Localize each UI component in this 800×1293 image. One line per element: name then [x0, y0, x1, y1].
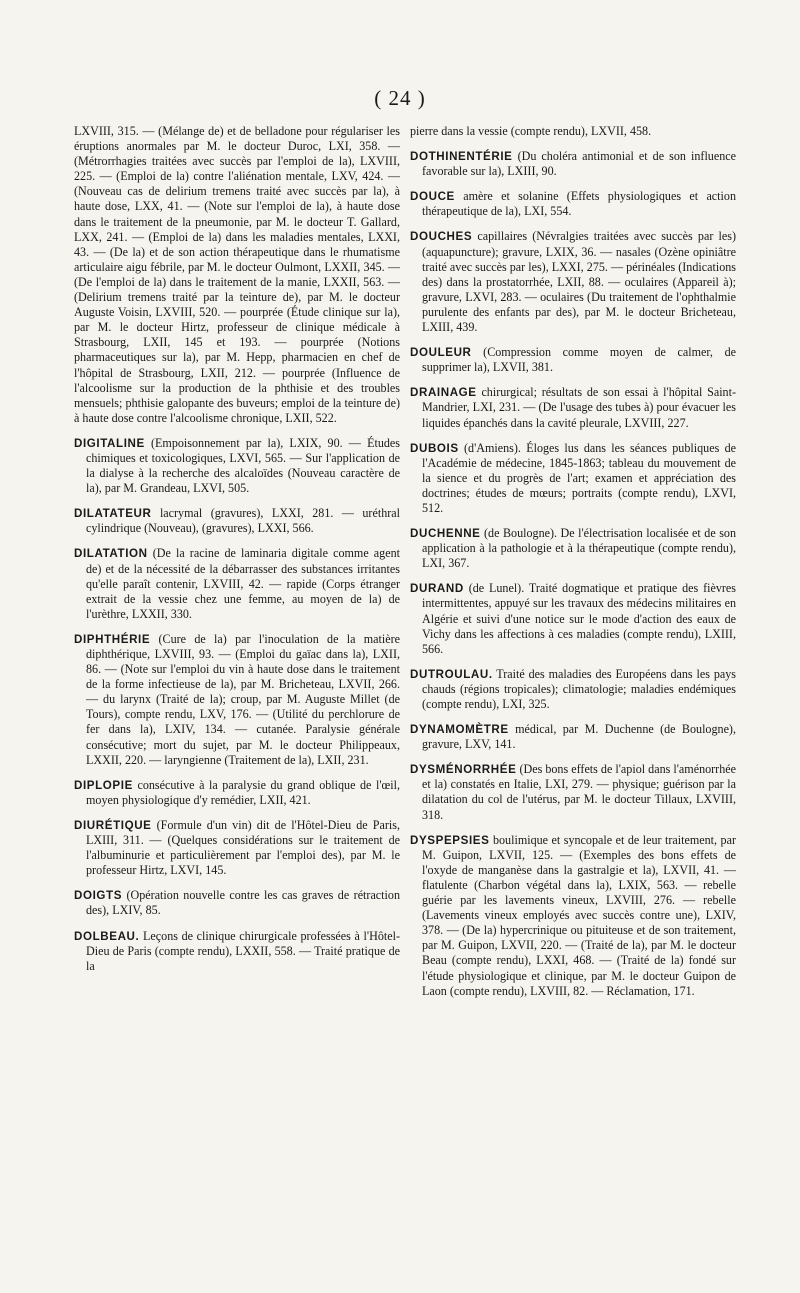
entry-text: boulimique et syncopale et de leur traitement, par M. Guipon, LXVII, 125. — (Exemples des bons effets de l'oxyde de manganèse dans la gastralgie et la), LXVII, 41. — flatulente (Charbon végétal dans la), LXIX, 563. — rebelle guérie par les lavements vineux, LXVIII, 276. — rebelle (Lavements vineux employés avec succès contre une), LXIV, 378. — (De la) hypercrinique ou pituiteuse et de son traitement, par M. Guipon, LXVII, 220. — (Traité de la), par M. le docteur Beau (compte rendu), LXXI, 468. — (Traité de la) fondé sur l'étude physiologique et clinique, par M. le docteur Guipon de Laon (compte rendu), LXVIII, 82. — Réclamation, 171.: [422, 832, 736, 998]
index-entry: [410, 385, 736, 430]
index-entry: [410, 189, 736, 219]
index-entry: [410, 581, 736, 656]
entry-text: Leçons de clinique chirurgicale professées à l'Hôtel-Dieu de Paris (compte rendu), LXXII, 558. — Traité pratique de la: [86, 928, 400, 973]
entry-text: capillaires (Névralgies traitées avec succès par les) (aquapuncture); gravure, LXIX, 36. — nasales (Ozène opiniâtre traité avec succès par les), LXXI, 275. — périnéales (Indications des) dans la prostatorrhée, LXII, 88. — oculaires (Appareil à); gravure, LXVI, 283. — oculaires (Du traitement de l'ophthalmie purulente des enfants par des), par M. le docteur Bricheteau, LXIII, 439.: [422, 229, 736, 335]
index-entry: [410, 149, 736, 179]
index-entry: [74, 124, 400, 426]
entry-text: (Compression comme moyen de calmer, de supprimer la), LXVII, 381.: [422, 345, 736, 375]
entry-text: (Formule d'un vin) dit de l'Hôtel-Dieu de Paris, LXIII, 311. — (Quelques considérations sur le traitement de l'albuminurie et particulièrement par l'emploi des), par M. le professeur Hirtz, LXVI, 145.: [86, 817, 400, 878]
entry-text: LXVIII, 315. — (Mélange de) et de belladone pour régulariser les éruptions anormales par M. le docteur Duroc, LXI, 358. — (Métrorrhagies traitées avec succès par l'emploi de la), LXVIII, 225. — (Emploi de la) contre l'aliénation mentale, LXV, 424. — (Nouveau cas de delirium tremens traité avec succès par la), à haute dose, LXX, 41. — (Note sur l'emploi de la), à haute dose dans le traitement de la pneumonie, par M. le docteur T. Gallard, LXX, 241. — (Emploi de la) dans les maladies mentales, LXXI, 43. — (De la) et de son action thérapeutique dans le rhumatisme articulaire aigu fébrile, par M. le docteur Oulmont, LXXII, 345. — (De l'emploi de la) dans le traitement de la manie, LXXII, 563. — (Delirium tremens traité par la teinture de), par M. le docteur Auguste Voisin, LXVIII, 520. — pourprée (Étude clinique sur la), par M. le docteur Hirtz, professeur de clinique médicale à Strasbourg, LXII, 145 et 193. — pourprée (Notions pharmaceutiques sur la), par M. Hepp, pharmacien en chef de l'hôpital de Strasbourg, LXII, 212. — pourprée (Influence de l'alcoolisme sur la production de la phthisie et des troubles mensuels; phthisie galopante des buveurs; emploi de la teinture de) à haute dose contre l'alcoolisme chronique, LXII, 522.: [74, 124, 400, 425]
page-number: ( 24 ): [374, 86, 426, 110]
index-entry: [74, 546, 400, 621]
index-entry: [410, 441, 736, 516]
headword: DOUCHES: [410, 230, 473, 244]
entry-text: (de Lunel). Traité dogmatique et pratique des fièvres intermittentes, appuyé sur les travaux des médecins militaires en Algérie et suivi d'une notice sur le mode d'action des eaux de Vichy dans les affections à ces maladies (compte rendu), LXIII, 566.: [422, 581, 736, 656]
index-entry: [74, 778, 400, 808]
right-column: [410, 124, 736, 1009]
entry-text: chirurgical; résultats de son essai à l'hôpital Saint-Mandrier, LXI, 231. — (De l'usage des tubes à) pour évacuer les liquides épanchés dans la cavité pleurale, LXVIII, 227.: [422, 385, 736, 430]
headword: DUTROULAU.: [410, 667, 493, 681]
index-entry: [410, 722, 736, 752]
index-entry: [410, 526, 736, 571]
headword: DOUCE: [410, 190, 455, 204]
headword: DURAND: [410, 582, 464, 596]
headword: DUCHENNE: [410, 527, 481, 541]
entry-text: consécutive à la paralysie du grand oblique de l'œil, moyen physiologique d'y remédier, LXII, 421.: [86, 777, 400, 807]
index-entry: [74, 818, 400, 878]
headword: DRAINAGE: [410, 386, 477, 400]
index-entry: [410, 229, 736, 335]
headword: DIPHTHÉRIE: [74, 632, 151, 646]
index-entry: [74, 632, 400, 768]
entry-text: (d'Amiens). Éloges lus dans les séances publiques de l'Académie de médecine, 1845-1863; tableau du mouvement de la sience et du progrès de l'art; examen et appréciation des doctrines; études de mœurs; portraits (compte rendu), LXVI, 512.: [422, 440, 736, 515]
headword: DYSPEPSIES: [410, 833, 490, 847]
index-entry: [410, 124, 736, 139]
entry-text: (Opération nouvelle contre les cas graves de rétraction des), LXIV, 85.: [86, 888, 400, 918]
index-entry: [74, 436, 400, 496]
entry-text: (Des bons effets de l'apiol dans l'aménorrhée et la) constatés en Italie, LXI, 279. — physique; guérison par la dilatation du col de l'utérus, par M. le docteur Tillaux, LXVIII, 318.: [422, 762, 736, 822]
headword: DOULEUR: [410, 346, 472, 360]
entry-text: (de Boulogne). De l'électrisation localisée et de son application à la pathologie et à la thérapeutique (compte rendu), LXI, 367.: [422, 526, 736, 571]
entry-text: (Empoisonnement par la), LXIX, 90. — Études chimiques et toxicologiques, LXVI, 565. — Sur l'application de la dialyse à la recherche des alcaloïdes (Nouveau caractère de la), par M. Grandeau, LXVI, 505.: [86, 435, 400, 496]
headword: DOLBEAU.: [74, 929, 140, 943]
index-entry: [74, 888, 400, 918]
entry-text: médical, par M. Duchenne (de Boulogne), gravure, LXV, 141.: [422, 722, 736, 752]
entry-text: pierre dans la vessie (compte rendu), LXVII, 458.: [410, 124, 652, 138]
entry-text: amère et solanine (Effets physiologiques et action thérapeutique de la), LXI, 554.: [422, 189, 736, 219]
index-entry: [410, 345, 736, 375]
headword: DIGITALINE: [74, 436, 145, 450]
index-entry: [74, 506, 400, 536]
left-column: [74, 124, 400, 984]
headword: DIURÉTIQUE: [74, 818, 152, 832]
entry-text: (Cure de la) par l'inoculation de la matière diphthérique, LXVIII, 93. — (Emploi du gaïac dans la), LXII, 86. — (Note sur l'emploi du vin à haute dose dans le traitement de la forme infectieuse de la), par M. Bricheteau, LXVII, 266. — du larynx (Traité de la); croup, par M. Auguste Millet (de Tours), compte rendu, LXV, 176. — (Utilité du perchlorure de fer dans la), LXIV, 134. — cutanée. Paralysie générale consécutive; mort du sujet, par M. le docteur Philippeaux, LXXII, 220. — laryngienne (Traitement de la), LXII, 231.: [86, 631, 400, 767]
index-entry: [410, 667, 736, 712]
headword: DOIGTS: [74, 889, 123, 903]
headword: DILATATEUR: [74, 507, 152, 521]
entry-text: (De la racine de laminaria digitale comme agent de) et de la nécessité de la débarrasser des substances irritantes qu'elle paraît contenir, LXVIII, 42. — rapide (Corps étranger extrait de la vessie chez une femme, au moyen de la) de l'urèthre, LXXII, 330.: [86, 546, 400, 621]
headword: DIPLOPIE: [74, 778, 133, 792]
headword: DILATATION: [74, 547, 148, 561]
entry-text: (Du choléra antimonial et de son influence favorable sur la), LXIII, 90.: [422, 149, 736, 179]
entry-text: lacrymal (gravures), LXXI, 281. — uréthral cylindrique (Nouveau), (gravures), LXXI, 566.: [86, 506, 400, 536]
headword: DYNAMOMÈTRE: [410, 723, 509, 737]
headword: DOTHINENTÉRIE: [410, 150, 513, 164]
index-entry: [410, 833, 736, 999]
entry-text: Traité des maladies des Européens dans les pays chauds (régions tropicales); climatologie; maladies endémiques (compte rendu), LXI, 325.: [422, 666, 736, 711]
headword: DYSMÉNORRHÉE: [410, 763, 517, 777]
index-entry: [74, 929, 400, 974]
index-entry: [410, 762, 736, 822]
headword: DUBOIS: [410, 441, 459, 455]
